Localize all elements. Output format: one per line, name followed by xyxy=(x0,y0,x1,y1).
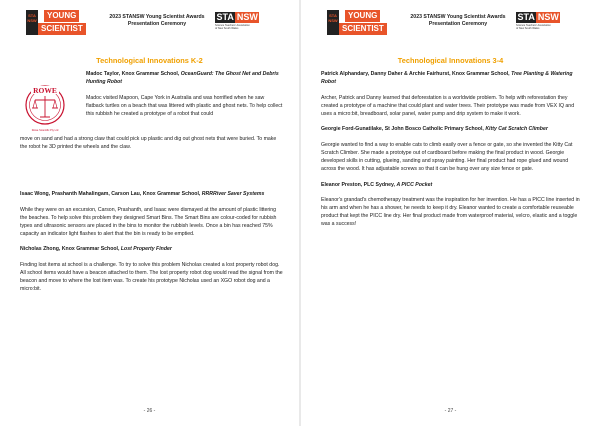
stansw-logo xyxy=(215,12,273,34)
event-line-1: 2023 STANSW Young Scientist Awards xyxy=(410,14,506,20)
event-line-2: Presentation Ceremony xyxy=(127,21,187,27)
event-heading xyxy=(403,14,513,28)
entry-body: Madoc visited Mapoon, Cape York in Australia and was horrified when he saw flatback turtles on a beach that was littered with plastic and ghost nets. To help collect this rubbish he created a prototype of a robot that could xyxy=(86,94,283,117)
left-page xyxy=(0,0,299,426)
entry-body: Georgie wanted to find a way to enable cats to climb easily over a fence or gate, so she invented the Kitty Cat Scratch Climber. She made a prototype out of cardboard before making the final product in wood. Georgie developed skills in cutting, glueing, sanding and spray painting. Her final product had rope glued and wound across the wood. It has adjustable screws so that it can be hung over any size fence or gate. xyxy=(321,142,573,172)
entry-body: While they were on an excursion, Carson, Prashanth, and Isaac were dismayed at the amount of plastic littering the beaches. To help solve this problem they designed Smart Bins. The Smart Bins are colour-coded for rubbish types and ultrasonic sensors are placed in the bins to monitor the rubbish levels. Once a bin has reached 75% capacity an indicator light flashes to alert that the bin is ready to be emptied. xyxy=(20,206,277,237)
entry-text-column xyxy=(86,71,283,126)
young-scientist-logo xyxy=(26,10,81,36)
rowe-logo-name: ROWE xyxy=(33,86,57,95)
entry-body: Archer, Patrick and Danny learned that deforestation is a worldwide problem. To help with reforestation they created a prototype of a machine that could plant and water trees. Their prototype was made from VEX IQ and uses a micro:bit, breadboard, solar panel, water pump and drip system to make it work. xyxy=(321,94,575,117)
page-header xyxy=(20,10,279,36)
entry-heading xyxy=(20,191,283,199)
entry-body: Finding lost items at school is a challenge. To try to solve this problem Nicholas created a lost property robot dog. All school items would have a beacon attached to them. The lost property robot dog would read the signal from the beacon and move to where the lost item was. To create his prototype Nicholas used an XGO robot dog and a micro:bit. xyxy=(20,262,283,292)
entry-body-continued: move on sand and had a strong claw that could pick up plastic and dig out ghost nets that were buried. To make the robot he 3D printed the wheels and the claw. xyxy=(20,136,277,150)
page-number: - 26 - xyxy=(143,408,156,414)
event-line-2: Presentation Ceremony xyxy=(428,21,488,27)
entry-names: Madoc Taylor, Knox Grammar School, xyxy=(86,71,181,77)
nsw-text: NSW xyxy=(236,12,258,22)
entry-names: Isaac Wong, Prashanth Mahalingam, Carson Lau, Knox Grammar School, xyxy=(20,191,202,197)
entry-names: Nicholas Zhong, Knox Grammar School, xyxy=(20,246,121,253)
entry-body: Eleanor's grandad's chemotherapy treatment was the inspiration for her invention. He has a PICC line inserted in his arm and when he has a shower, he needs to keep it dry. Eleanor wanted to create a comfortable reuseable product that kept the PICC line dry. Her final product made from waterproof material, velcro, elastic and a toggle was a success! xyxy=(321,197,580,228)
event-line-1: 2023 STANSW Young Scientist Awards xyxy=(109,14,205,20)
page-content xyxy=(20,71,283,302)
logo-scientist-text: SCIENTIST xyxy=(38,23,86,35)
entry-with-sponsor xyxy=(20,71,283,191)
entry-heading xyxy=(20,246,283,254)
page-title: Technological Innovations K-2 xyxy=(96,56,203,65)
entry-project: RRRRiver Saver Systems xyxy=(201,191,265,197)
logo-young-text: YOUNG xyxy=(345,10,380,22)
page-title: Technological Innovations 3-4 xyxy=(397,56,504,65)
logo-scientist-text: SCIENTIST xyxy=(339,23,387,35)
rowe-logo-subtitle: Rowe Scientific Pty Ltd xyxy=(31,129,59,132)
sta-text: STA xyxy=(216,12,234,22)
entry-project: OceanGuard: The Ghost Net and Debris Hunting Robot xyxy=(86,71,279,85)
rowe-scientific-logo xyxy=(23,77,67,137)
sta-text: STA xyxy=(517,12,535,22)
right-page xyxy=(301,0,600,426)
page-content xyxy=(321,71,584,237)
entry-heading xyxy=(321,71,584,87)
entry-heading xyxy=(321,182,584,190)
entry-heading xyxy=(321,126,584,134)
stansw-mark: STA NSW xyxy=(26,10,38,35)
entry-names: Eleanor Preston, PLC Sydney, xyxy=(321,181,397,188)
entry-names: Georgie Ford-Gunatilake, St John Bosco Catholic Primary School, xyxy=(321,126,486,133)
page-header xyxy=(321,10,580,36)
page-number: - 27 - xyxy=(444,408,457,414)
entry-project: Tree Planting & Watering Robot xyxy=(321,71,573,85)
event-heading xyxy=(102,14,212,28)
stansw-mark: STA NSW xyxy=(327,10,339,35)
entry-project: A PICC Pocket xyxy=(396,181,433,188)
stansw-subtitle: Science Teachers' Association of New South Wales xyxy=(516,24,551,31)
entry-project: Lost Property Finder xyxy=(120,246,172,253)
stansw-logo xyxy=(516,12,574,34)
entry-heading xyxy=(86,71,283,87)
nsw-text: NSW xyxy=(537,12,559,22)
entry-names: Patrick Alphandary, Danny Daher & Archie Fairhurst, Knox Grammar School, xyxy=(321,71,512,77)
stansw-subtitle: Science Teachers' Association of New South Wales xyxy=(215,24,250,31)
logo-young-text: YOUNG xyxy=(44,10,79,22)
entry-project: Kitty Cat Scratch Climber xyxy=(485,126,548,133)
young-scientist-logo xyxy=(327,10,382,36)
